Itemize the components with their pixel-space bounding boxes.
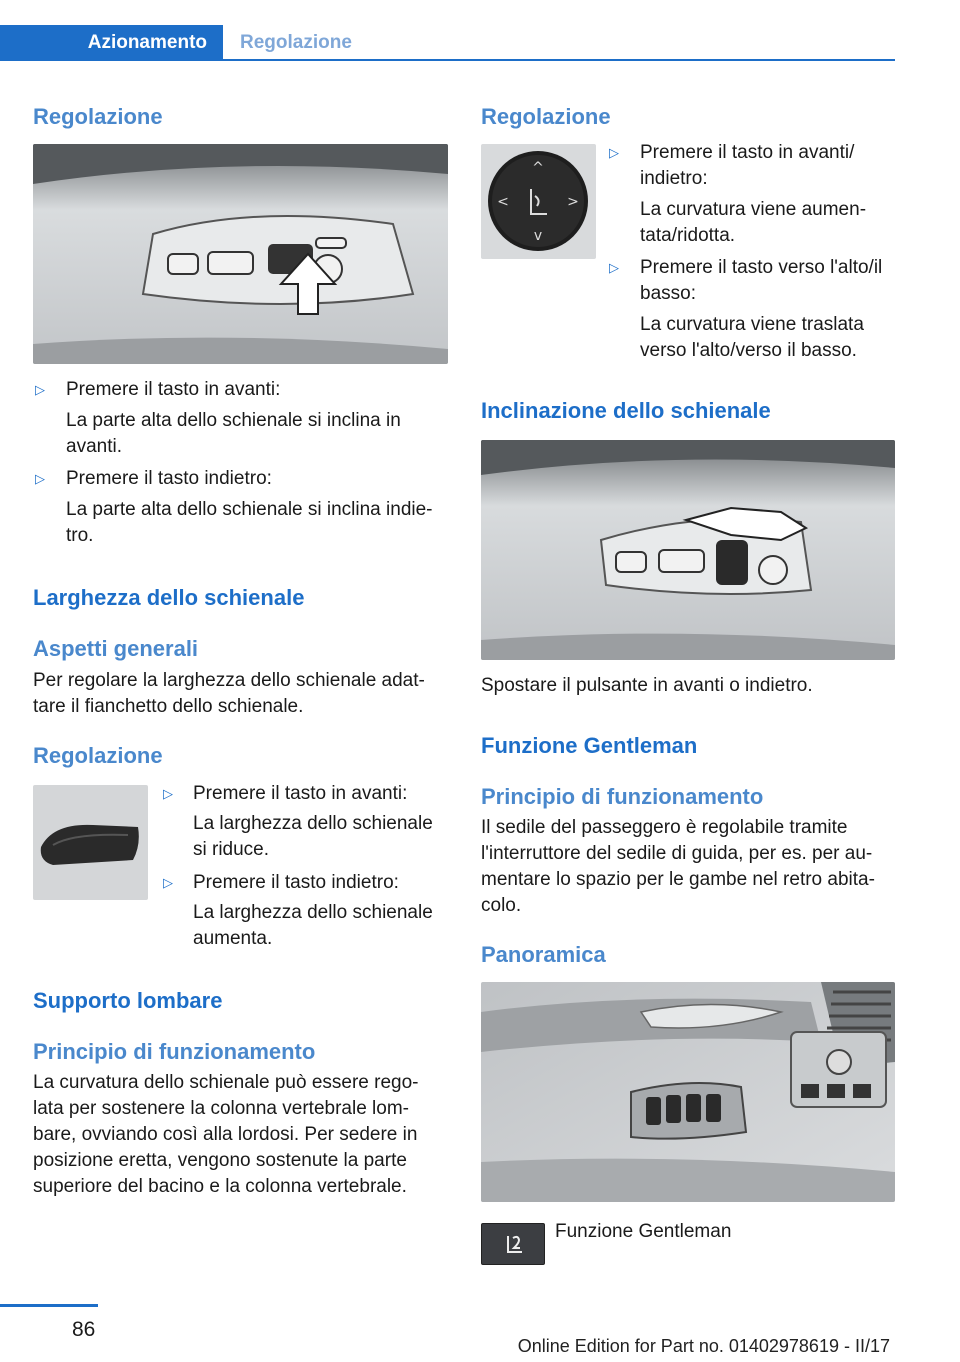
heading-panoramica: Panoramica xyxy=(481,942,606,967)
heading-supporto: Supporto lombare xyxy=(33,988,223,1013)
bullet-triangle-icon: ▷ xyxy=(35,382,45,397)
bullet-main-r1b: indietro: xyxy=(640,168,708,189)
bullet-main-r2a: Premere il tasto verso l'alto/il xyxy=(640,257,883,278)
bullet-main-r2b: basso: xyxy=(640,283,696,304)
bullet-triangle-icon: ▷ xyxy=(163,875,173,890)
bullet-triangle-icon: ▷ xyxy=(609,145,619,160)
bullet-sub-3b: si riduce. xyxy=(193,839,270,860)
bullet-main-4: Premere il tasto indietro: xyxy=(193,872,399,893)
para-principio-left-3: bare, ovviando così alla lordosi. Per sedere in xyxy=(33,1124,418,1145)
bullet-triangle-icon: ▷ xyxy=(35,471,45,486)
bullet-sub-4a: La larghezza dello schienale xyxy=(193,902,433,923)
seat-backrest-image xyxy=(33,144,448,364)
para-principio-right-2: l'interruttore del sedile di guida, per es. per au- xyxy=(481,843,873,864)
page-number: 86 xyxy=(72,1318,96,1341)
bullet-triangle-icon: ▷ xyxy=(609,260,619,275)
header-rule xyxy=(0,59,895,61)
bullet-sub-3a: La larghezza dello schienale xyxy=(193,813,433,834)
para-principio-left-4: posizione eretta, vengono sostenute la parte xyxy=(33,1150,407,1171)
para-principio-left-1: La curvatura dello schienale può essere rego- xyxy=(33,1072,419,1093)
heading-gentleman: Funzione Gentleman xyxy=(481,733,698,758)
para-principio-right-3: mentare lo spazio per le gambe nel retro abita- xyxy=(481,869,875,890)
para-inclinazione: Spostare il pulsante in avanti o indietro. xyxy=(481,675,813,696)
bullet-main-r1a: Premere il tasto in avanti/ xyxy=(640,142,855,163)
bullet-main-2: Premere il tasto indietro: xyxy=(66,468,272,489)
gentleman-icon-caption: Funzione Gentleman xyxy=(555,1221,732,1242)
heading-inclinazione: Inclinazione dello schienale xyxy=(481,398,771,423)
svg-text:<: < xyxy=(497,194,509,210)
bullet-main-1: Premere il tasto in avanti: xyxy=(66,379,281,400)
bullet-sub-2a: La parte alta dello schienale si inclina indie- xyxy=(66,499,433,520)
tab-azionamento[interactable]: Azionamento xyxy=(0,25,223,61)
svg-text:v: v xyxy=(533,228,543,244)
bullet-sub-1b: avanti. xyxy=(66,436,122,457)
bullet-sub-4b: aumenta. xyxy=(193,928,273,949)
para-aspetti-1: Per regolare la larghezza dello schienale adat- xyxy=(33,670,425,691)
header-tabbar xyxy=(0,25,895,61)
bullet-sub-1a: La parte alta dello schienale si inclina in xyxy=(66,410,401,431)
door-panel-image xyxy=(481,982,895,1202)
svg-text:^: ^ xyxy=(532,160,544,176)
bullet-sub-r1a: La curvatura viene aumen- xyxy=(640,199,867,220)
para-principio-left-2: lata per sostenere la colonna vertebrale lom- xyxy=(33,1098,409,1119)
heading-aspetti: Aspetti generali xyxy=(33,636,199,661)
heading-principio-right: Principio di funzionamento xyxy=(481,784,764,809)
bullet-sub-r2a: La curvatura viene traslata xyxy=(640,314,864,335)
lumbar-knob-image xyxy=(481,144,596,259)
heading-regolazione-right: Regolazione xyxy=(481,104,611,129)
bullet-sub-r2b: verso l'alto/verso il basso. xyxy=(640,340,857,361)
heading-larghezza: Larghezza dello schienale xyxy=(33,585,305,610)
backrest-tilt-image xyxy=(481,440,895,660)
edition-info: Online Edition for Part no. 01402978619 - II/17 xyxy=(517,1336,890,1356)
svg-text:>: > xyxy=(567,194,579,210)
tab-regolazione[interactable]: Regolazione xyxy=(240,32,352,53)
bullet-sub-2b: tro. xyxy=(66,525,94,546)
para-principio-right-1: Il sedile del passeggero è regolabile tramite xyxy=(481,817,848,838)
bullet-main-3: Premere il tasto in avanti: xyxy=(193,783,408,804)
para-principio-left-5: superiore del bacino e la colonna vertebrale. xyxy=(33,1176,407,1197)
heading-regolazione-2: Regolazione xyxy=(33,743,163,768)
bullet-sub-r1b: tata/ridotta. xyxy=(640,225,736,246)
gentleman-function-icon xyxy=(481,1223,545,1265)
heading-principio-left: Principio di funzionamento xyxy=(33,1039,316,1064)
bolster-button-image xyxy=(33,785,148,900)
heading-regolazione-1: Regolazione xyxy=(33,104,163,129)
para-principio-right-4: colo. xyxy=(481,895,522,916)
footer-rule xyxy=(0,1304,98,1307)
para-aspetti-2: tare il fianchetto dello schienale. xyxy=(33,696,304,717)
bullet-triangle-icon: ▷ xyxy=(163,786,173,801)
